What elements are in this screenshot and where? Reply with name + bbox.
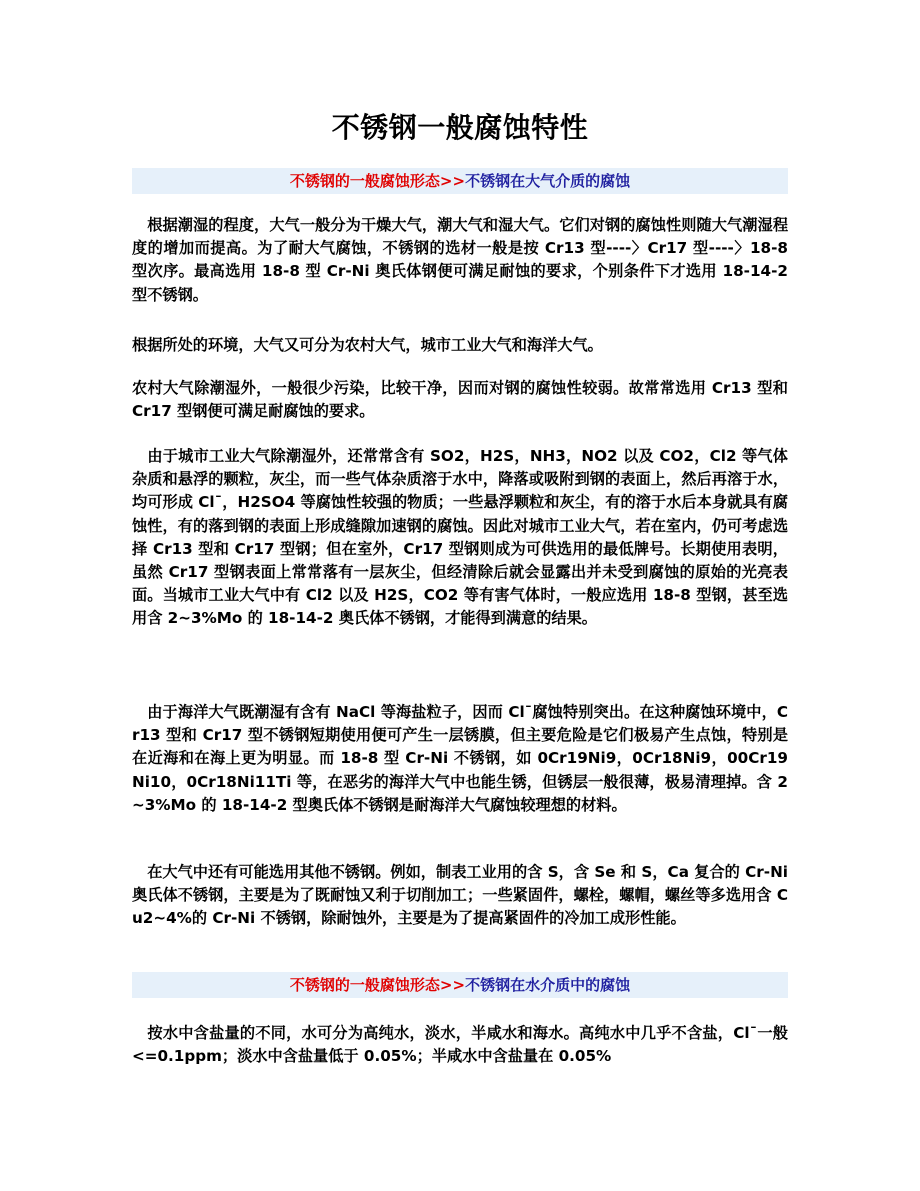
paragraph: 根据所处的环境，大气又可分为农村大气，城市工业大气和海洋大气。 [132, 336, 603, 354]
section-header-water [132, 972, 788, 998]
breadcrumb-current: 不锈钢在大气介质的腐蚀 [465, 172, 631, 190]
paragraph: 按水中含盐量的不同，水可分为高纯水，淡水，半咸水和海水。高纯水中几乎不含盐，Cl¯一般<=0.1ppm；淡水中含盐量低于 0.05%；半咸水中含盐量在 0.05% [132, 1024, 788, 1066]
breadcrumb-current: 不锈钢在水介质中的腐蚀 [465, 976, 631, 994]
breadcrumb-main-link[interactable]: 不锈钢的一般腐蚀形态 [289, 172, 440, 190]
breadcrumb-main-link[interactable]: 不锈钢的一般腐蚀形态 [289, 976, 440, 994]
document-title: 不锈钢一般腐蚀特性 [331, 111, 589, 144]
paragraph: 由于城市工业大气除潮湿外，还常常含有 SO2，H2S，NH3，NO2 以及 CO2，Cl2 等气体杂质和悬浮的颗粒，灰尘，而一些气体杂质溶于水中，降落或吸附到钢的表面上，然后再溶于水，均可形成 Cl¯，H2SO4 等腐蚀性较强的物质；一些悬浮颗粒和灰尘，有的溶于水后本身就具有腐蚀性，有的落到钢的表面上形成缝隙加速钢的腐蚀。因此对城市工业大气，若在室内，仍可考虑选择 Cr13 型和 Cr17 型钢；但在室外，Cr17 型钢则成为可供选用的最低牌号。长期使用表明，虽然 Cr17 型钢表面上常常落有一层灰尘，但经清除后就会显露出并未受到腐蚀的原始的光亮表面。当城市工业大气中有 Cl2 以及 H2S，CO2 等有害气体时，一般应选用 18-8 型钢，甚至选用含 2~3%Mo 的 18-14-2 奥氏体不锈钢，才能得到满意的结果。 [132, 447, 788, 628]
breadcrumb-separator: >> [439, 976, 466, 994]
breadcrumb-separator: >> [439, 172, 466, 190]
paragraph: 由于海洋大气既潮湿有含有 NaCl 等海盐粒子，因而 Cl¯腐蚀特别突出。在这种腐蚀环境中，Cr13 型和 Cr17 型不锈钢短期使用便可产生一层锈膜，但主要危险是它们极易产生点蚀，特别是在近海和在海上更为明显。而 18-8 型 Cr-Ni 不锈钢，如 0Cr19Ni9，0Cr18Ni9，00Cr19Ni10，0Cr18Ni11Ti 等，在恶劣的海洋大气中也能生锈，但锈层一般很薄，极易清理掉。含 2~3%Mo 的 18-14-2 型奥氏体不锈钢是耐海洋大气腐蚀较理想的材料。 [132, 703, 788, 814]
paragraph: 农村大气除潮湿外，一般很少污染，比较干净，因而对钢的腐蚀性较弱。故常常选用 Cr13 型和 Cr17 型钢便可满足耐腐蚀的要求。 [132, 379, 788, 421]
section-header-atmosphere [132, 168, 788, 194]
paragraph: 在大气中还有可能选用其他不锈钢。例如，制表工业用的含 S，含 Se 和 S，Ca 复合的 Cr-Ni 奥氏体不锈钢，主要是为了既耐蚀又利于切削加工；一些紧固件，螺栓，螺帽，螺丝等多选用含 Cu2~4%的 Cr-Ni 不锈钢，除耐蚀外，主要是为了提高紧固件的冷加工成形性能。 [132, 863, 788, 928]
paragraph: 根据潮湿的程度，大气一般分为干燥大气，潮大气和湿大气。它们对钢的腐蚀性则随大气潮湿程度的增加而提高。为了耐大气腐蚀，不锈钢的选材一般是按 Cr13 型----〉Cr17 型----〉18-8 型次序。最高选用 18-8 型 Cr-Ni 奥氏体钢便可满足耐蚀的要求，个别条件下才选用 18-14-2 型不锈钢。 [132, 216, 788, 304]
